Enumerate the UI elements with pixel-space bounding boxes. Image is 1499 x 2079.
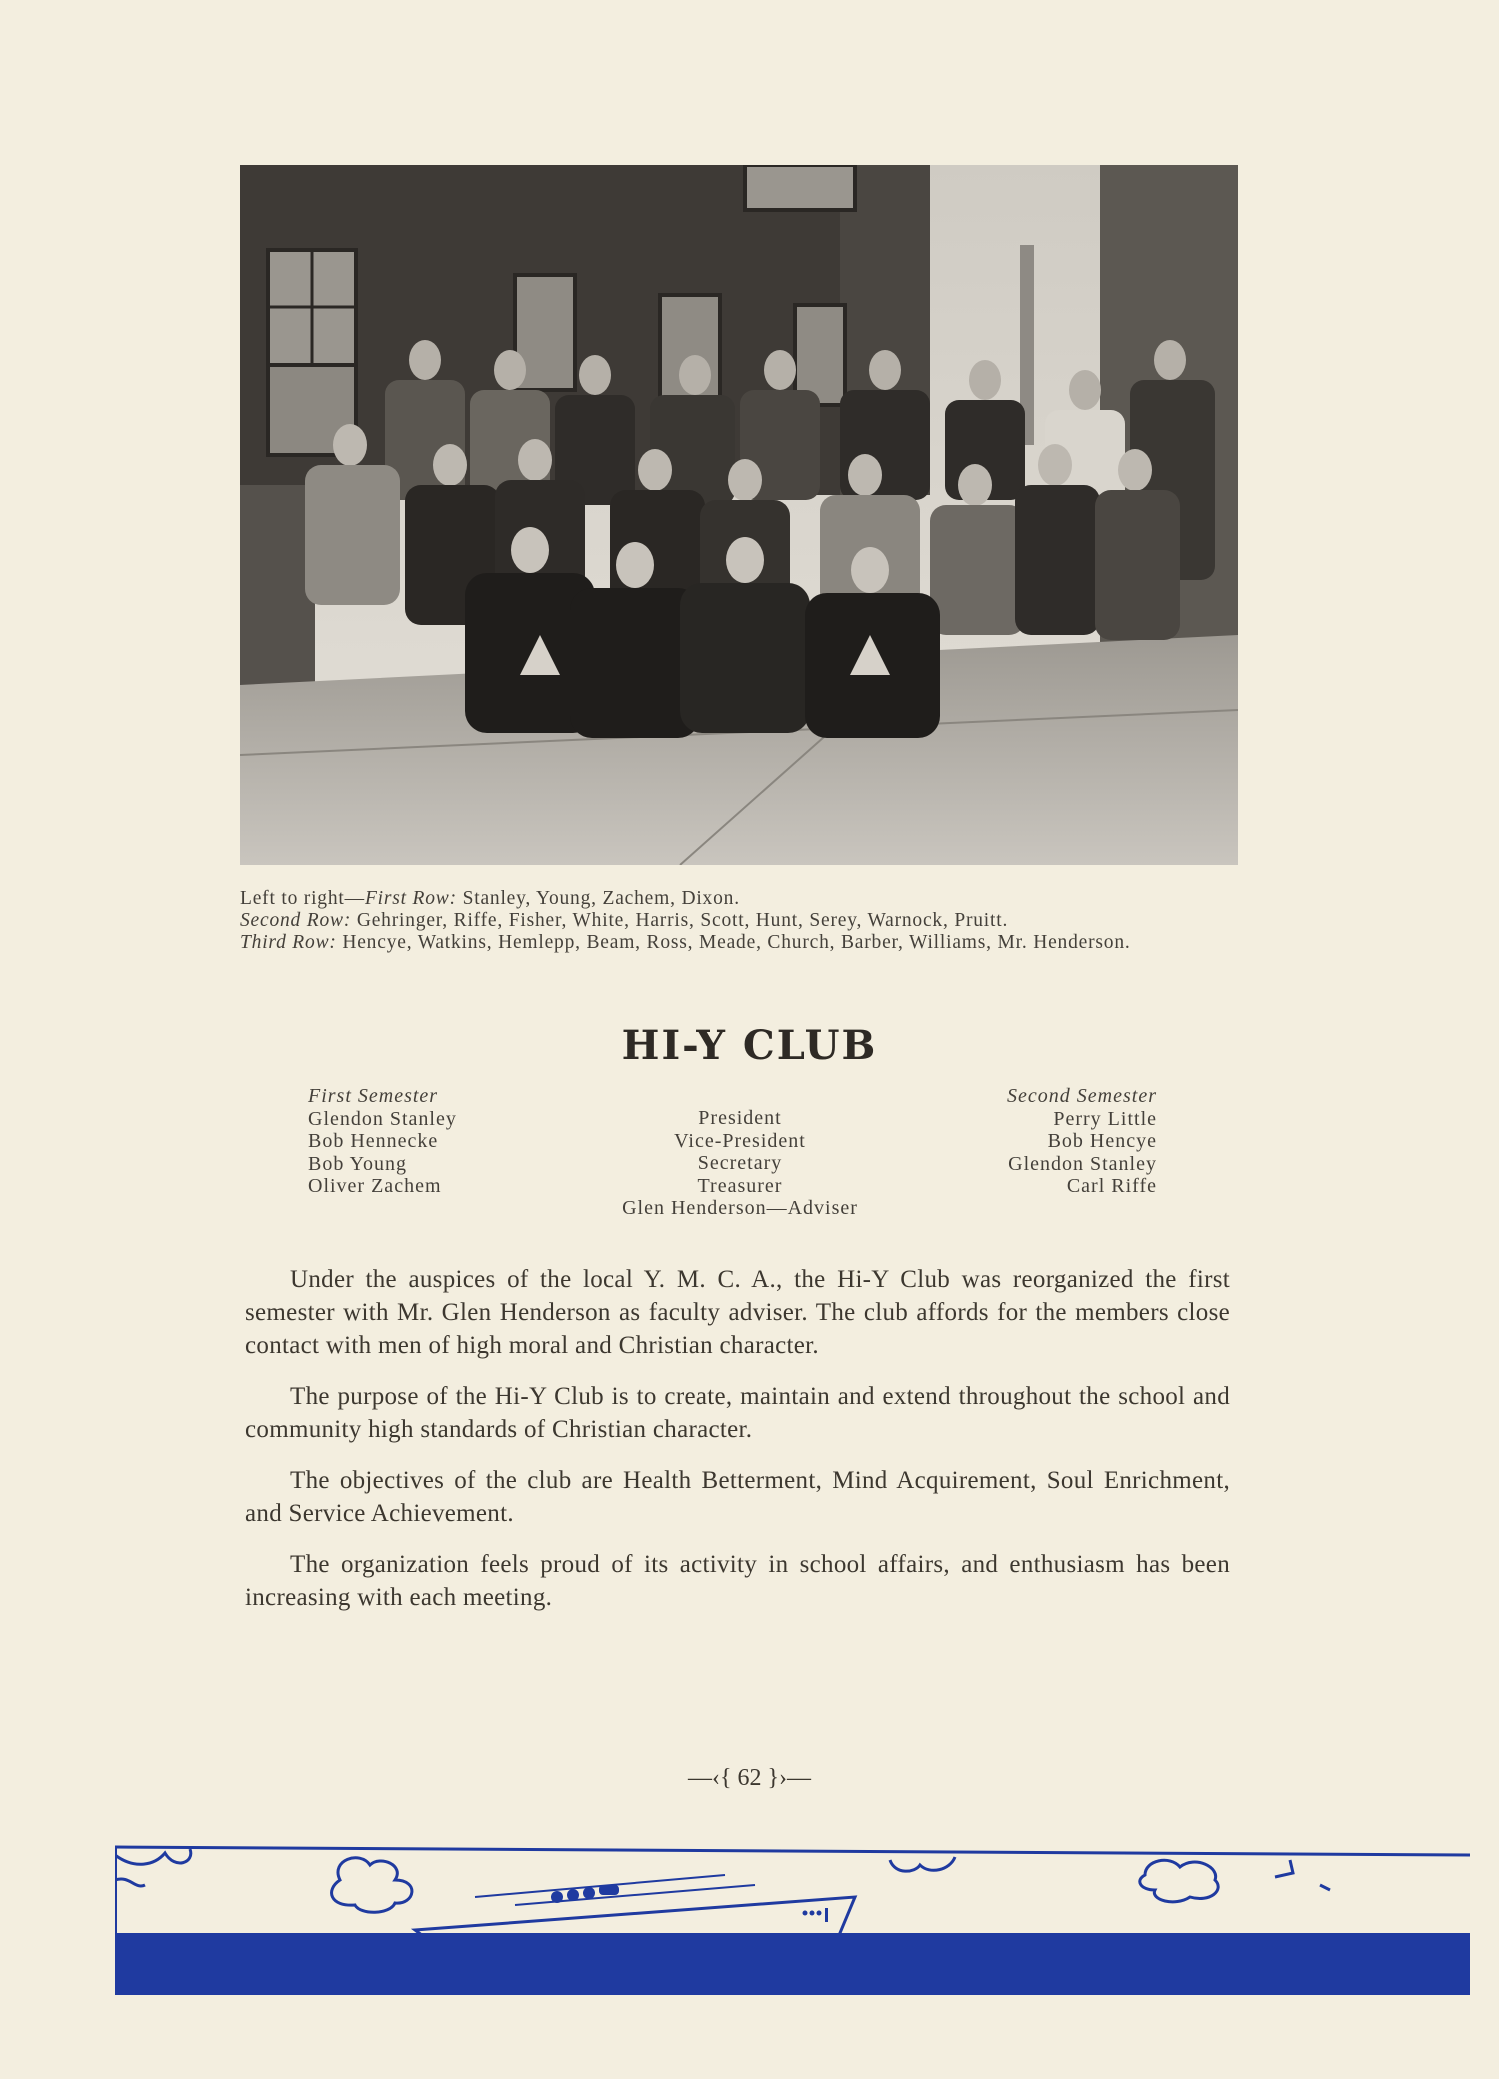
caption-row-1 <box>240 888 1240 910</box>
second-semester-secretary: Glendon Stanley <box>1008 1152 1157 1175</box>
group-photo-illustration <box>240 165 1238 865</box>
offices-column <box>560 1107 920 1220</box>
footer-band <box>115 1835 1470 1995</box>
first-semester-president: Glendon Stanley <box>308 1107 457 1130</box>
second-semester-vice-president: Bob Hencye <box>1047 1130 1157 1152</box>
office-secretary: Secretary <box>697 1152 783 1174</box>
caption-row2-label: Second Row: <box>240 910 352 931</box>
body-text <box>245 1263 1230 1632</box>
caption-row1-names: Stanley, Young, Zachem, Dixon. <box>456 888 740 909</box>
caption-row2-names: Gehringer, Riffe, Fisher, White, Harris, Scott, Hunt, Serey, Warnock, Pruitt. <box>351 910 1009 931</box>
caption-prefix: Left to right— <box>240 888 365 909</box>
paragraph-4: The organization feels proud of its activity in school affairs, and enthusiasm has been increasing with each meeting. <box>245 1551 1230 1611</box>
page-number: —‹{ 62 }›— <box>687 1765 812 1791</box>
second-semester-president: Perry Little <box>1053 1107 1157 1130</box>
first-semester-treasurer: Oliver Zachem <box>308 1175 442 1197</box>
caption-row-3 <box>240 932 1240 954</box>
second-semester-treasurer: Carl Riffe <box>1066 1175 1157 1197</box>
first-semester-heading: First Semester <box>308 1085 439 1107</box>
first-semester-column <box>308 1085 457 1198</box>
first-semester-secretary: Bob Young <box>308 1152 408 1175</box>
office-vice-president: Vice-President <box>674 1129 806 1152</box>
group-photo <box>240 165 1238 865</box>
caption-row-2 <box>240 910 1240 932</box>
photo-caption <box>240 888 1240 954</box>
office-treasurer: Treasurer <box>697 1174 783 1197</box>
paragraph-1: Under the auspices of the local Y. M. C. A., the Hi-Y Club was reorganized the first semester with Mr. Glen Henderson as faculty adviser. The club affords for the members close contact with men of high moral and Christian character. <box>245 1266 1230 1359</box>
page-title: HI-Y CLUB <box>621 1022 878 1069</box>
office-president: President <box>698 1107 782 1129</box>
paragraph-2: The purpose of the Hi-Y Club is to create, maintain and extend throughout the school and community high standards of Christian character. <box>245 1383 1230 1443</box>
second-semester-heading: Second Semester <box>1007 1085 1157 1107</box>
adviser-line: Glen Henderson—Adviser <box>622 1197 858 1219</box>
caption-row3-label: Third Row: <box>240 932 337 953</box>
ship-and-clouds-icon <box>115 1835 1470 1995</box>
caption-row3-names: Hencye, Watkins, Hemlepp, Beam, Ross, Meade, Church, Barber, Williams, Mr. Henderson. <box>336 932 1131 953</box>
second-semester-column <box>880 1085 1157 1198</box>
paragraph-3: The objectives of the club are Health Betterment, Mind Acquirement, Soul Enrichment, and Service Achievement. <box>245 1467 1230 1527</box>
first-semester-vice-president: Bob Hennecke <box>308 1130 439 1152</box>
caption-row1-label: First Row: <box>364 888 457 909</box>
